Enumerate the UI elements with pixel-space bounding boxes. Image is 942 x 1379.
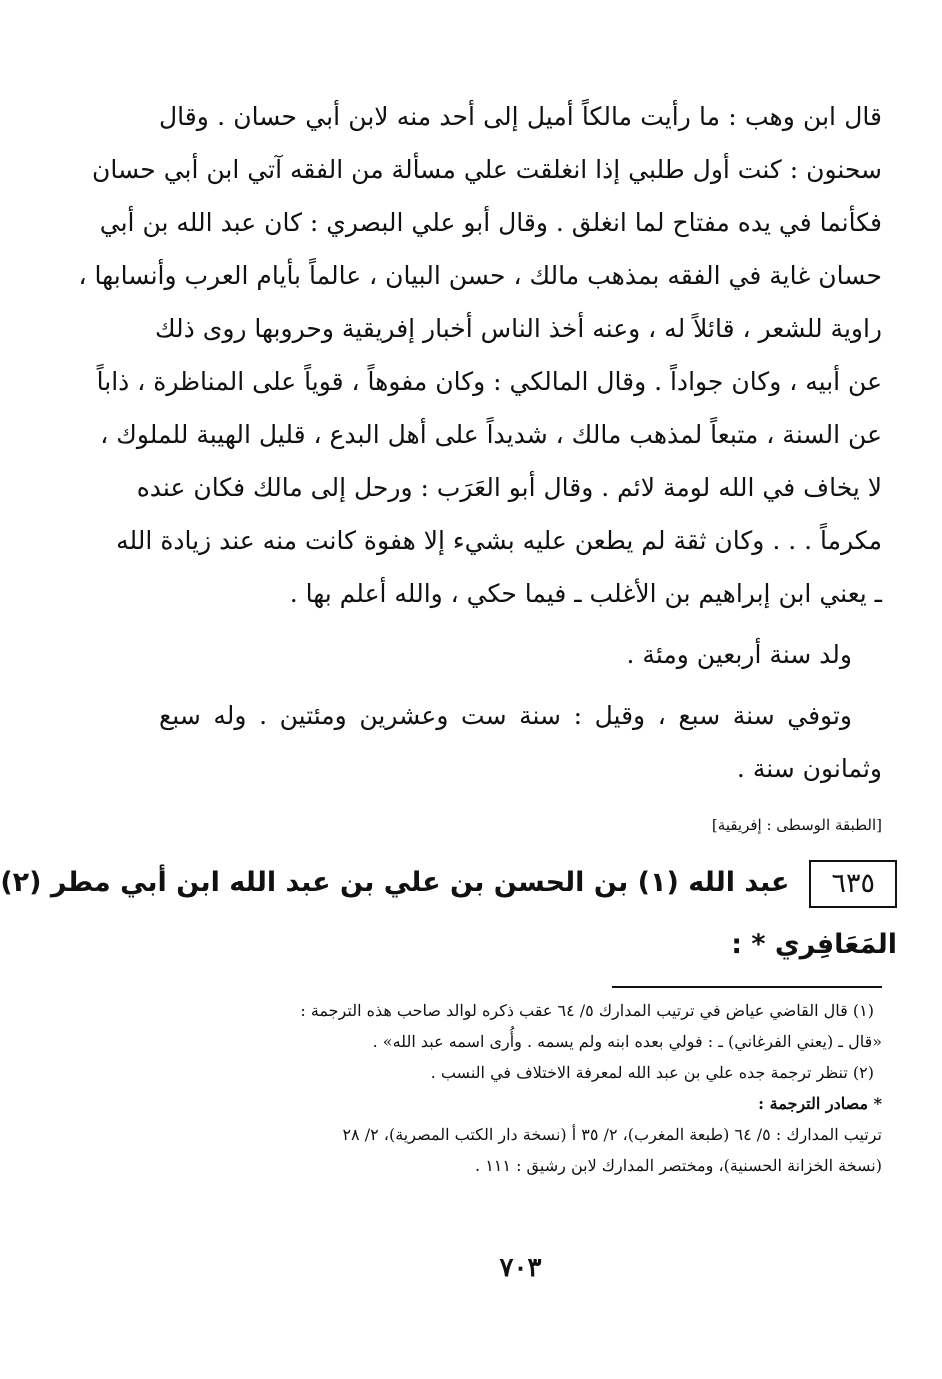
sources-line: (نسخة الخزانة الحسنية)، ومختصر المدارك لابن رشيق : ١١١ . — [475, 1156, 882, 1175]
footnote: (١) قال القاضي عياض في ترتيب المدارك ٥/ ٦٤ عقب ذكره لوالد صاحب هذه الترجمة : — [300, 1001, 874, 1020]
footnote: «قال ـ (يعني الفرغاني) ـ : فولي بعده ابنه ولم يسمه . وأُرى اسمه عبد الله» . — [372, 1032, 882, 1051]
text-line: عن السنة ، متبعاً لمذهب مالك ، شديداً على أهل البدع ، قليل الهيبة للملوك ، — [100, 420, 882, 449]
section-label: [الطبقة الوسطى : إفريقية] — [711, 816, 882, 834]
footnote-divider — [612, 986, 882, 988]
sources-heading: * مصادر الترجمة : — [758, 1094, 882, 1113]
sources-line: ترتيب المدارك : ٥/ ٦٤ (طبعة المغرب)، ٢/ ٣٥ أ (نسخة دار الكتب المصرية)، ٢/ ٢٨ — [342, 1125, 882, 1144]
entry-title: عبد الله (١) بن الحسن بن علي بن عبد الله ابن أبي مطر (٢) — [0, 867, 790, 898]
footnotes — [159, 995, 882, 1181]
death-line: وثمانون سنة . — [736, 754, 882, 783]
entry-title-line — [0, 852, 897, 914]
entry-heading — [0, 852, 897, 976]
footnote: (٢) تنظر ترجمة جده علي بن عبد الله لمعرفة الاختلاف في النسب . — [430, 1063, 874, 1082]
text-line: فكأنما في يده مفتاح لما انغلق . وقال أبو علي البصري : كان عبد الله بن أبي — [99, 208, 882, 237]
text-line: راوية للشعر ، قائلاً له ، وعنه أخذ الناس أخبار إفريقية وحروبها روى ذلك — [154, 314, 882, 343]
death-line: وتوفي سنة سبع ، وقيل : سنة ست وعشرين ومئتين . وله سبع — [159, 701, 852, 730]
text-line: قال ابن وهب : ما رأيت مالكاً أميل إلى أحد منه لابن أبي حسان . وقال — [159, 102, 882, 131]
text-line: مكرماً . . . وكان ثقة لم يطعن عليه بشيء إلا هفوة كانت منه عند زيادة الله — [116, 526, 882, 555]
text-line: حسان غاية في الفقه بمذهب مالك ، حسن البيان ، عالماً بأيام العرب وأنسابها ، — [78, 261, 882, 290]
birth-line: ولد سنة أربعين ومئة . — [626, 640, 852, 669]
text-line: عن أبيه ، وكان جواداً . وقال المالكي : وكان مفوهاً ، قوياً على المناظرة ، ذاباً — [96, 367, 882, 396]
page-number: ٧٠٣ — [499, 1253, 542, 1283]
entry-title-line: المَعَافِري * : — [731, 929, 897, 960]
text-line: سحنون : كنت أول طلبي إذا انغلقت علي مسألة من الفقه آتي ابن أبي حسان — [92, 155, 882, 184]
text-line: ـ يعني ابن إبراهيم بن الأغلب ـ فيما حكي ، والله أعلم بها . — [289, 579, 882, 608]
entry-number: ٦٣٥ — [809, 860, 897, 908]
biography-text — [78, 90, 882, 795]
text-line: لا يخاف في الله لومة لائم . وقال أبو العَرَب : ورحل إلى مالك فكان عنده — [136, 473, 882, 502]
